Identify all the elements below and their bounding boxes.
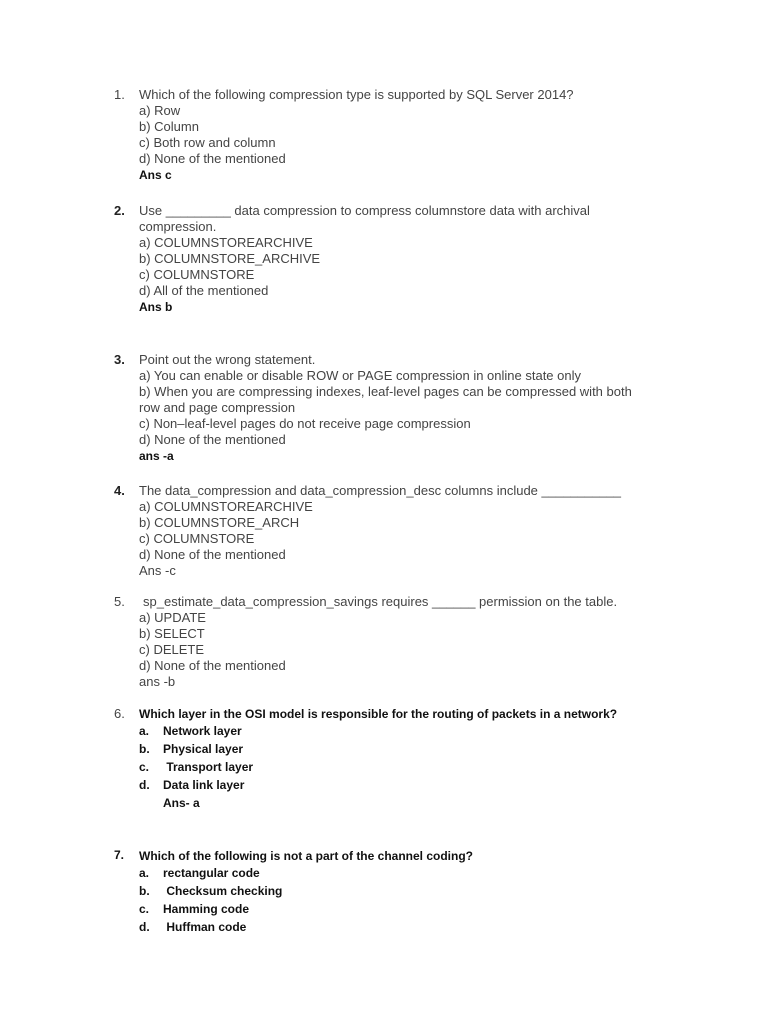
option-d: d) None of the mentioned bbox=[139, 658, 286, 673]
question-2 bbox=[114, 203, 674, 315]
option-b: b) SELECT bbox=[139, 626, 205, 641]
option-a: a) COLUMNSTOREARCHIVE bbox=[139, 499, 313, 514]
option-label: Huffman code bbox=[163, 920, 247, 934]
option-label: rectangular code bbox=[163, 866, 260, 880]
option-c: c) Non–leaf-level pages do not receive page compression bbox=[139, 416, 471, 431]
option-c bbox=[139, 758, 674, 776]
question-4 bbox=[114, 483, 674, 579]
question-1 bbox=[114, 87, 674, 183]
question-text: The data_compression and data_compression_desc columns include ___________ bbox=[139, 483, 622, 498]
option-label: Checksum checking bbox=[163, 884, 283, 898]
question-number: 2. bbox=[114, 203, 125, 218]
option-b: b) COLUMNSTORE_ARCH bbox=[139, 515, 300, 530]
option-d bbox=[139, 918, 674, 936]
question-text: Which of the following is not a part of the channel coding? bbox=[139, 849, 473, 863]
answer: Ans b bbox=[139, 300, 173, 314]
question-text: sp_estimate_data_compression_savings requires ______ permission on the table. bbox=[143, 594, 618, 609]
option-b-continued: row and page compression bbox=[139, 400, 296, 415]
option-letter: d. bbox=[139, 778, 150, 792]
option-c: c) COLUMNSTORE bbox=[139, 267, 255, 282]
option-label: Physical layer bbox=[163, 742, 244, 756]
answer: Ans -c bbox=[139, 563, 176, 578]
option-a: a) You can enable or disable ROW or PAGE compression in online state only bbox=[139, 368, 581, 383]
option-b bbox=[139, 740, 674, 758]
question-text: Which layer in the OSI model is responsible for the routing of packets in a network? bbox=[139, 707, 618, 721]
question-text-line-1: Use _________ data compression to compress columnstore data with archival bbox=[139, 203, 590, 218]
option-letter: c. bbox=[139, 760, 150, 774]
question-number: 7. bbox=[114, 848, 125, 862]
question-7 bbox=[114, 848, 674, 936]
option-b bbox=[139, 882, 674, 900]
option-a bbox=[139, 722, 674, 740]
option-d bbox=[139, 776, 674, 794]
option-c: c) DELETE bbox=[139, 642, 205, 657]
option-letter: a. bbox=[139, 866, 150, 880]
answer: ans -a bbox=[139, 449, 174, 463]
option-c: c) Both row and column bbox=[139, 135, 276, 150]
option-a bbox=[139, 864, 674, 882]
answer: Ans- a bbox=[163, 796, 200, 810]
option-label: Data link layer bbox=[163, 778, 245, 792]
option-d: d) All of the mentioned bbox=[139, 283, 269, 298]
option-letter: b. bbox=[139, 884, 150, 898]
option-d: d) None of the mentioned bbox=[139, 151, 286, 166]
option-a: a) UPDATE bbox=[139, 610, 206, 625]
option-d: d) None of the mentioned bbox=[139, 432, 286, 447]
question-number: 3. bbox=[114, 352, 125, 367]
option-a: a) Row bbox=[139, 103, 181, 118]
option-d: d) None of the mentioned bbox=[139, 547, 286, 562]
option-letter: c. bbox=[139, 902, 150, 916]
option-letter: a. bbox=[139, 724, 150, 738]
option-b: b) COLUMNSTORE_ARCHIVE bbox=[139, 251, 321, 266]
option-label: Network layer bbox=[163, 724, 242, 738]
option-a: a) COLUMNSTOREARCHIVE bbox=[139, 235, 313, 250]
question-number: 5. bbox=[114, 594, 125, 609]
question-3 bbox=[114, 352, 674, 464]
answer: Ans c bbox=[139, 168, 172, 182]
option-letter: b. bbox=[139, 742, 150, 756]
option-b: b) Column bbox=[139, 119, 199, 134]
option-c bbox=[139, 900, 674, 918]
question-text: Which of the following compression type is supported by SQL Server 2014? bbox=[139, 87, 574, 102]
question-number: 6. bbox=[114, 706, 125, 721]
option-c: c) COLUMNSTORE bbox=[139, 531, 255, 546]
question-text-line-2: compression. bbox=[139, 219, 217, 234]
option-letter: d. bbox=[139, 920, 150, 934]
answer: ans -b bbox=[139, 674, 176, 689]
option-label: Transport layer bbox=[163, 760, 254, 774]
question-number: 4. bbox=[114, 483, 125, 498]
option-b: b) When you are compressing indexes, leaf-level pages can be compressed with both bbox=[139, 384, 632, 399]
question-text: Point out the wrong statement. bbox=[139, 352, 316, 367]
question-5 bbox=[114, 594, 674, 690]
question-6 bbox=[114, 706, 674, 812]
option-label: Hamming code bbox=[163, 902, 250, 916]
question-number: 1. bbox=[114, 87, 125, 102]
